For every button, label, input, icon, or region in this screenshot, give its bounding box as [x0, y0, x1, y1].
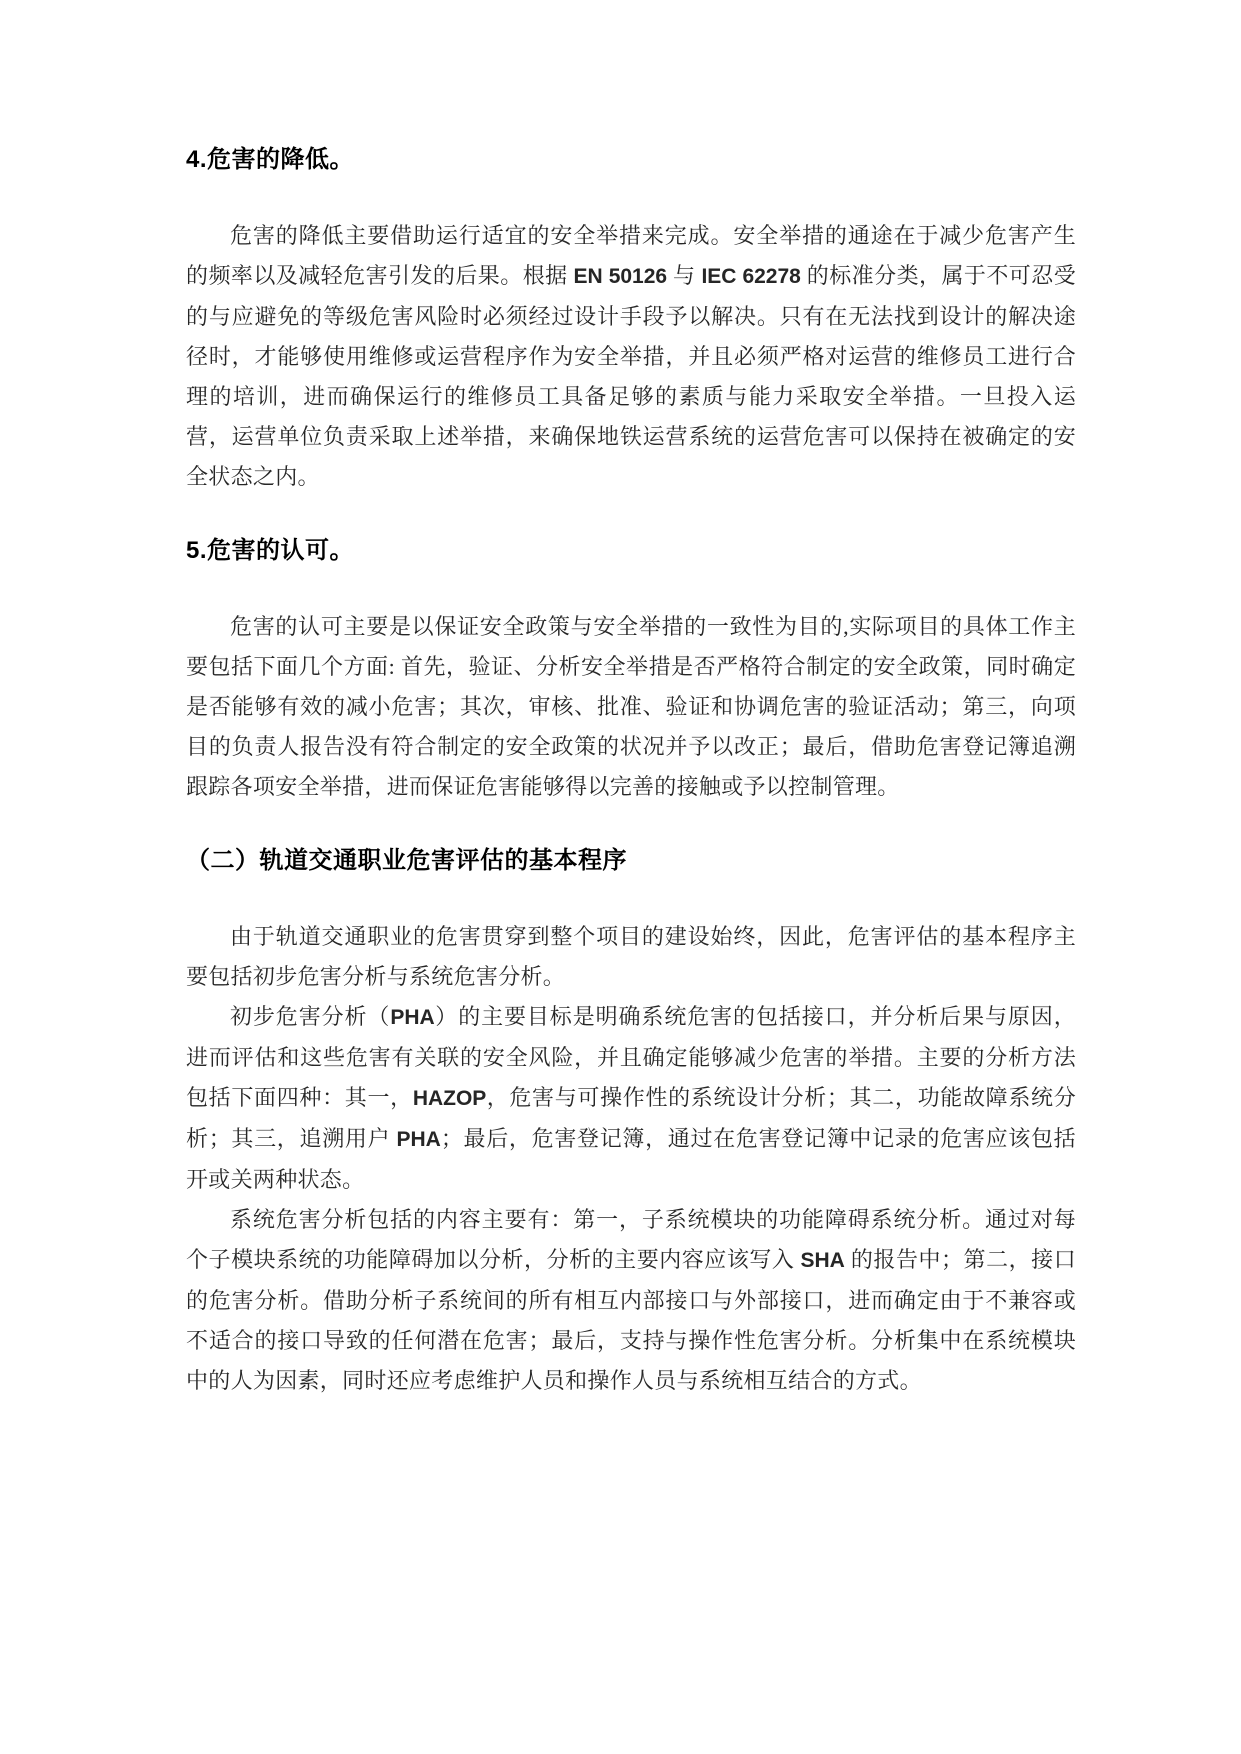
latin-text-segment: EN 50126 — [573, 265, 668, 288]
latin-text-segment: PHA — [390, 1006, 435, 1029]
cjk-text-segment: 的报告中；第二，接口的危害分析。借助分析子系统间的所有相互内部接口与外部接口，进而确定由于不兼容或不适合的接口导致的任何潜在危害；最后，支持与操作性危害分析。分析集中在系统模块中的人为因素，同时还应考虑维护人员和操作人员与系统相互结合的方式。 — [186, 1247, 1076, 1393]
latin-text-segment: PHA — [396, 1128, 441, 1151]
latin-text-segment: HAZOP — [412, 1087, 487, 1110]
heading-hazard-acceptance: 5.危害的认可。 — [186, 537, 355, 564]
cjk-text-segment: ，危害与可操作性的系统设计分析；其二，功能故障系统分析；其三，追溯用户 — [186, 1085, 1076, 1151]
cjk-text-segment: 系统危害分析包括的内容主要有：第一，子系统模块的功能障碍系统分析。通过对每个子模块系统的功能障碍加以分析，分析的主要内容应该写入 — [186, 1207, 1076, 1272]
paragraph-preliminary-hazard-analysis — [186, 997, 1076, 1200]
paragraph-hazard-acceptance — [186, 607, 1076, 807]
cjk-text-segment: 危害的认可主要是以保证安全政策与安全举措的一致性为目的,实际项目的具体工作主要包括下面几个方面: 首先，验证、分析安全举措是否严格符合制定的安全政策，同时确定是否能够有效的减小危害；其次，审核、批准、验证和协调危害的验证活动；第三，向项目的负责人报告没有符合制定的安全政策的状况并予以改正；最后，借助危害登记簿追溯跟踪各项安全举措，进而保证危害能够得以完善的接触或予以控制管理。 — [186, 614, 1076, 799]
cjk-text-segment: ；最后，危害登记簿，通过在危害登记簿中记录的危害应该包括开或关两种状态。 — [186, 1126, 1076, 1192]
latin-text-segment: IEC 62278 — [701, 265, 801, 288]
paragraph-procedure-overview — [186, 917, 1076, 997]
cjk-text-segment: 由于轨道交通职业的危害贯穿到整个项目的建设始终，因此，危害评估的基本程序主要包括初步危害分析与系统危害分析。 — [186, 924, 1076, 989]
paragraph-system-hazard-analysis — [186, 1200, 1076, 1401]
cjk-text-segment: 与 — [667, 263, 702, 288]
latin-text-segment: SHA — [800, 1249, 845, 1272]
heading-hazard-reduction: 4.危害的降低。 — [186, 146, 355, 173]
cjk-text-segment: 的标准分类，属于不可忍受的与应避免的等级危害风险时必须经过设计手段予以解决。只有在无法找到设计的解决途径时，才能够使用维修或运营程序作为安全举措，并且必须严格对运营的维修员工进行合理的培训，进而确保运行的维修员工具备足够的素质与能力采取安全举措。一旦投入运营，运营单位负责采取上述举措，来确保地铁运营系统的运营危害可以保持在被确定的安全状态之内。 — [186, 263, 1077, 489]
paragraph-hazard-reduction — [186, 216, 1076, 497]
cjk-text-segment: 危害的降低主要借助运行适宜的安全举措来完成。安全举措的通途在于减少危害产生的频率以及减轻危害引发的后果。根据 — [186, 223, 1076, 288]
cjk-text-segment: 初步危害分析（ — [230, 1004, 391, 1029]
cjk-text-segment: ）的主要目标是明确系统危害的包括接口，并分析后果与原因，进而评估和这些危害有关联的安全风险，并且确定能够减少危害的举措。主要的分析方法包括下面四种：其一， — [186, 1004, 1077, 1110]
heading-section-basic-procedure: （二）轨道交通职业危害评估的基本程序 — [186, 847, 627, 874]
